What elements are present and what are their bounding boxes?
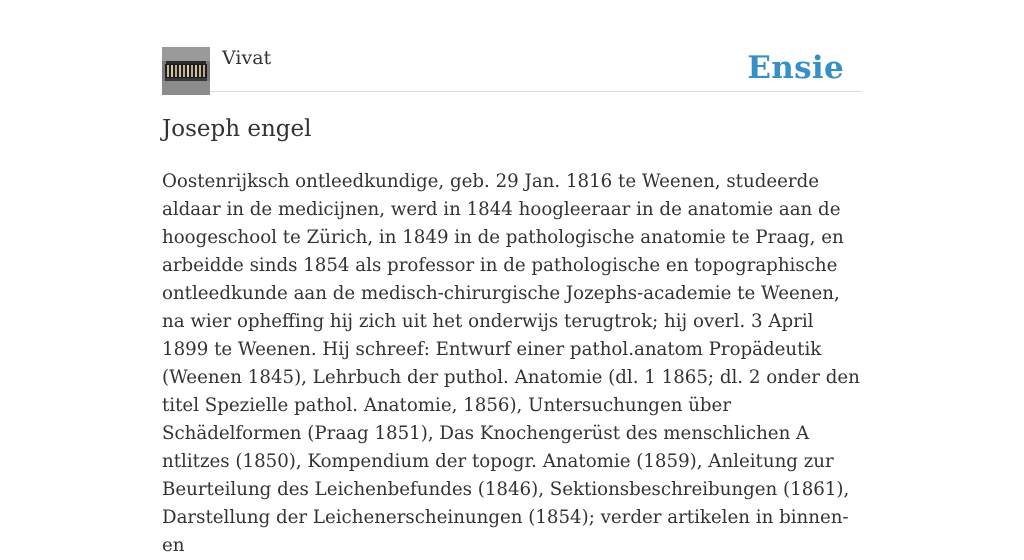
source-header bbox=[162, 46, 862, 92]
article-title: Joseph engel bbox=[162, 116, 312, 142]
article-body: Oostenrijksch ontleedkundige, geb. 29 Jan. 1816 te Weenen, studeerde aldaar in de medicijnen, werd in 1844 hoogleeraar in de anatomie aan de hoogeschool te Zürich, in 1849 in de pathologische anatomie te Praag, en arbeidde sinds 1854 als professor in de pathologische en topographische ontleedkunde aan de medisch-chirurgische Jozephs-academie te Weenen, na wier opheffing hij zich uit het onderwijs terugtrok; hij overl. 3 April 1899 te Weenen. Hij schreef: Entwurf einer pathol.anatom Propädeutik (Weenen 1845), Lehrbuch der puthol. Anatomie (dl. 1 1865; dl. 2 onder den titel Spezielle pathol. Anatomie, 1856), Untersuchungen über Schädelformen (Praag 1851), Das Knochengerüst des menschlichen A ntlitzes (1850), Kompendium der topogr. Anatomie (1859), Anleitung zur Beurteilung des Leichenbefundes (1846), Sektionsbeschreibungen (1861), Darstellung der Leichenerscheinungen (1854); verder artikelen in binnen- en bbox=[162, 171, 860, 556]
brand-logo[interactable]: Ensie bbox=[747, 50, 844, 86]
source-name[interactable]: Vivat bbox=[222, 47, 272, 69]
bookshelf-avatar-icon[interactable] bbox=[162, 47, 210, 95]
